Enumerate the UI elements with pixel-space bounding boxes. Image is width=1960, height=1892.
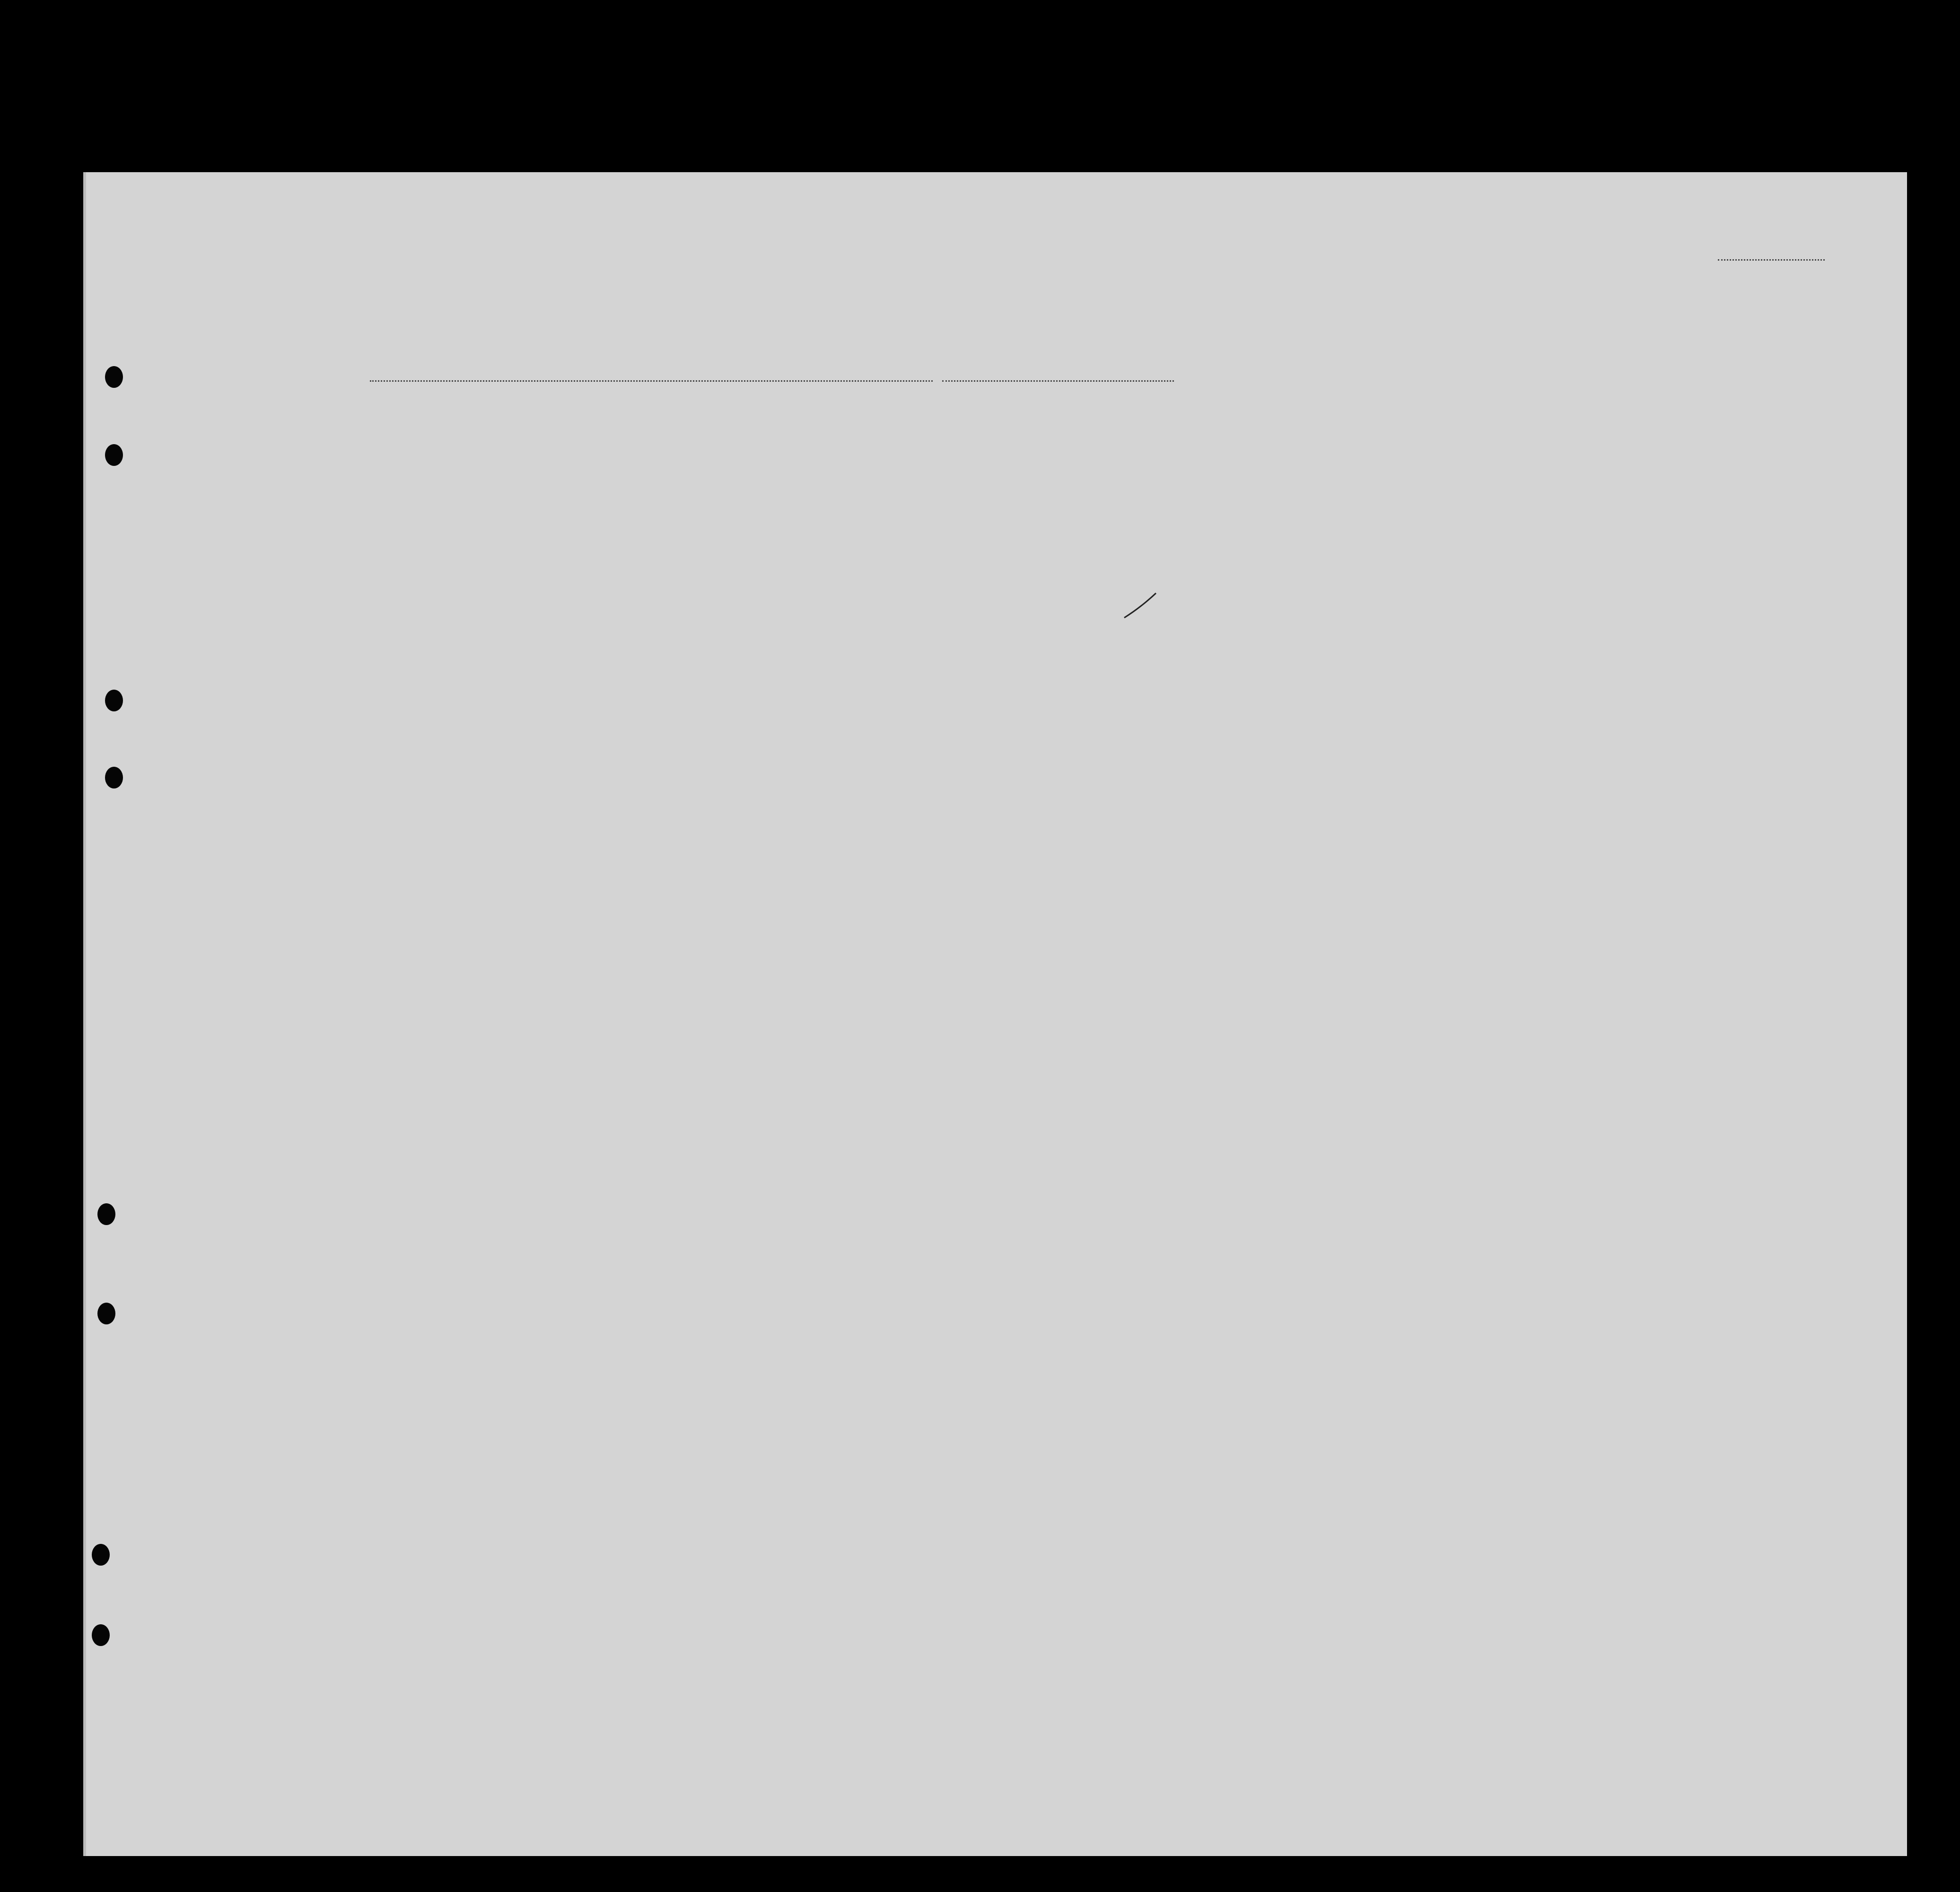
- handwritten-stroke: [1122, 588, 1160, 622]
- col24-return: [1144, 475, 1177, 588]
- col30-header: [1406, 447, 1424, 588]
- manifest-sheet: [83, 172, 1907, 1856]
- col26-header: [1269, 447, 1285, 588]
- col34-inches: [1593, 503, 1612, 579]
- col27-header: [1290, 447, 1306, 588]
- col28-header: [1314, 447, 1361, 588]
- col24-length: [1181, 475, 1202, 588]
- table-grid: [86, 172, 1907, 1856]
- col19-header: [591, 443, 614, 585]
- col31-header: [1428, 447, 1446, 588]
- col34-feet: [1570, 503, 1589, 579]
- col21-header: [706, 443, 729, 585]
- col24-citizen: [1208, 451, 1229, 588]
- col25-header: [1233, 447, 1263, 588]
- col29-header: [1371, 447, 1399, 588]
